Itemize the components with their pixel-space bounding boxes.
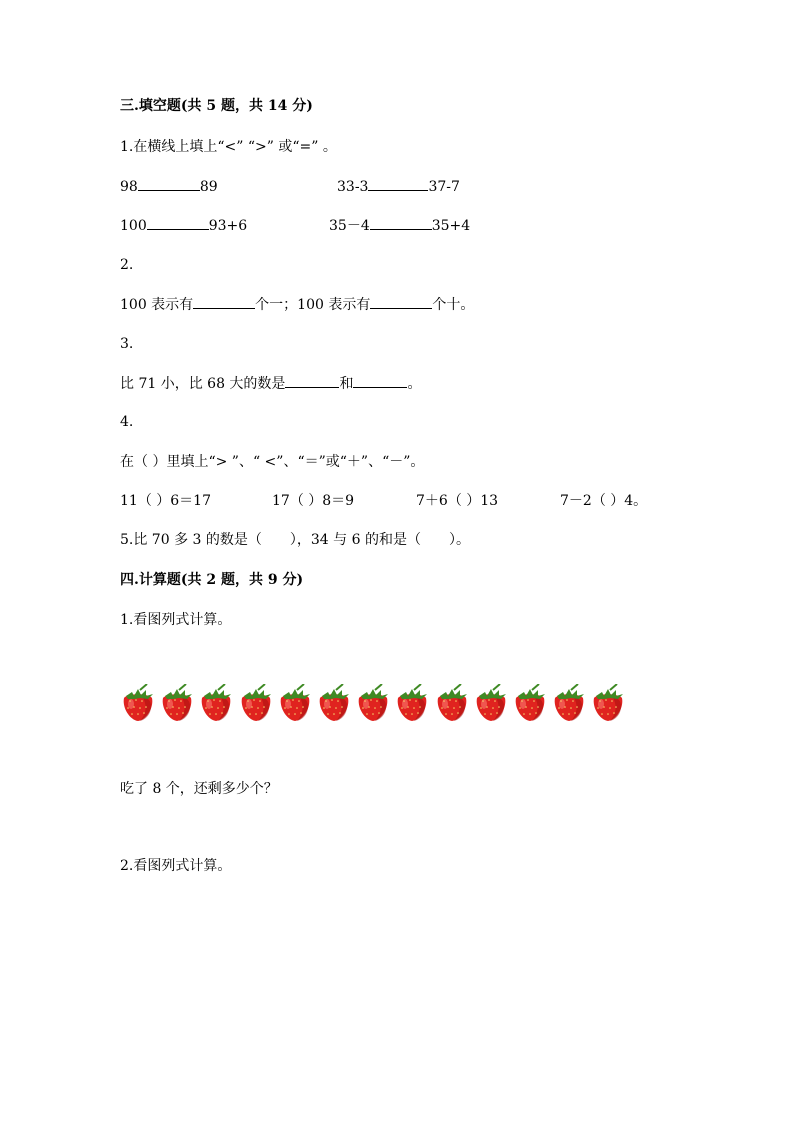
calc-q2-prompt: 2.看图列式计算。 [120, 858, 232, 874]
q2-part2: 个一；100 表示有 [255, 297, 371, 313]
q3-part1: 比 71 小，比 68 大的数是 [120, 376, 286, 392]
q3-number: 3. [120, 336, 134, 352]
q1-item-3 [120, 216, 247, 235]
q3-blank-2[interactable] [353, 374, 407, 388]
section4-heading: 四.计算题(共 2 题，共 9 分) [120, 572, 304, 588]
strawberry-icon [434, 684, 470, 722]
q1-item-1 [120, 177, 218, 196]
q1-item-1-blank[interactable] [138, 177, 200, 191]
q4-item-4: 7－2（ ）4。 [560, 493, 648, 509]
q5-text: 5.比 70 多 3 的数是（ ），34 与 6 的和是（ ）。 [120, 532, 470, 548]
q1-item-3-left: 100 [120, 218, 147, 234]
q1-item-4-right: 35+4 [431, 218, 471, 234]
q3-text [120, 374, 421, 393]
strawberry-icon [120, 684, 156, 722]
calc-q1-prompt: 1.看图列式计算。 [120, 612, 232, 628]
q2-text [120, 295, 474, 314]
q1-item-2-blank[interactable] [368, 177, 428, 191]
q1-item-1-left: 98 [120, 179, 138, 195]
q1-item-2 [337, 177, 460, 196]
q1-prompt: 1.在横线上填上“<” “>” 或“=” 。 [120, 139, 337, 155]
q1-item-3-right: 93+6 [208, 218, 248, 234]
strawberry-icon [473, 684, 509, 722]
calc-q1-question: 吃了 8 个，还剩多少个？ [120, 781, 278, 797]
section3-heading: 三.填空题(共 5 题，共 14 分) [120, 98, 313, 114]
q4-prompt: 在（ ）里填上“> ”、“ <”、“＝”或“＋”、“－”。 [120, 454, 425, 470]
q3-blank-1[interactable] [285, 374, 339, 388]
q2-blank-2[interactable] [370, 295, 432, 309]
strawberry-icon [277, 684, 313, 722]
strawberry-picture [120, 684, 640, 722]
q4-item-3: 7＋6（ ）13 [416, 493, 499, 509]
q4-number: 4. [120, 414, 134, 430]
strawberry-icon [238, 684, 274, 722]
q1-item-2-left: 33-3 [337, 179, 369, 195]
strawberry-icon [355, 684, 391, 722]
q1-item-2-right: 37-7 [428, 179, 460, 195]
strawberry-icon [198, 684, 234, 722]
q2-number: 2. [120, 257, 134, 273]
q2-blank-1[interactable] [193, 295, 255, 309]
q1-item-4-blank[interactable] [370, 216, 432, 230]
strawberry-icon [590, 684, 626, 722]
strawberry-icon [159, 684, 195, 722]
q1-item-4 [329, 216, 470, 235]
q3-part2: 和 [339, 376, 354, 392]
strawberry-icon [394, 684, 430, 722]
q3-part3: 。 [407, 376, 422, 392]
q1-item-3-blank[interactable] [147, 216, 209, 230]
q1-item-1-right: 89 [199, 179, 218, 195]
strawberry-icon [512, 684, 548, 722]
strawberry-icon [316, 684, 352, 722]
q4-item-2: 17（ ）8＝9 [272, 493, 355, 509]
q4-item-1: 11（ ）6＝17 [120, 493, 211, 509]
q1-item-4-left: 35－4 [329, 218, 370, 234]
strawberry-icon [551, 684, 587, 722]
q2-part1: 100 表示有 [120, 297, 194, 313]
q2-part3: 个十。 [432, 297, 475, 313]
